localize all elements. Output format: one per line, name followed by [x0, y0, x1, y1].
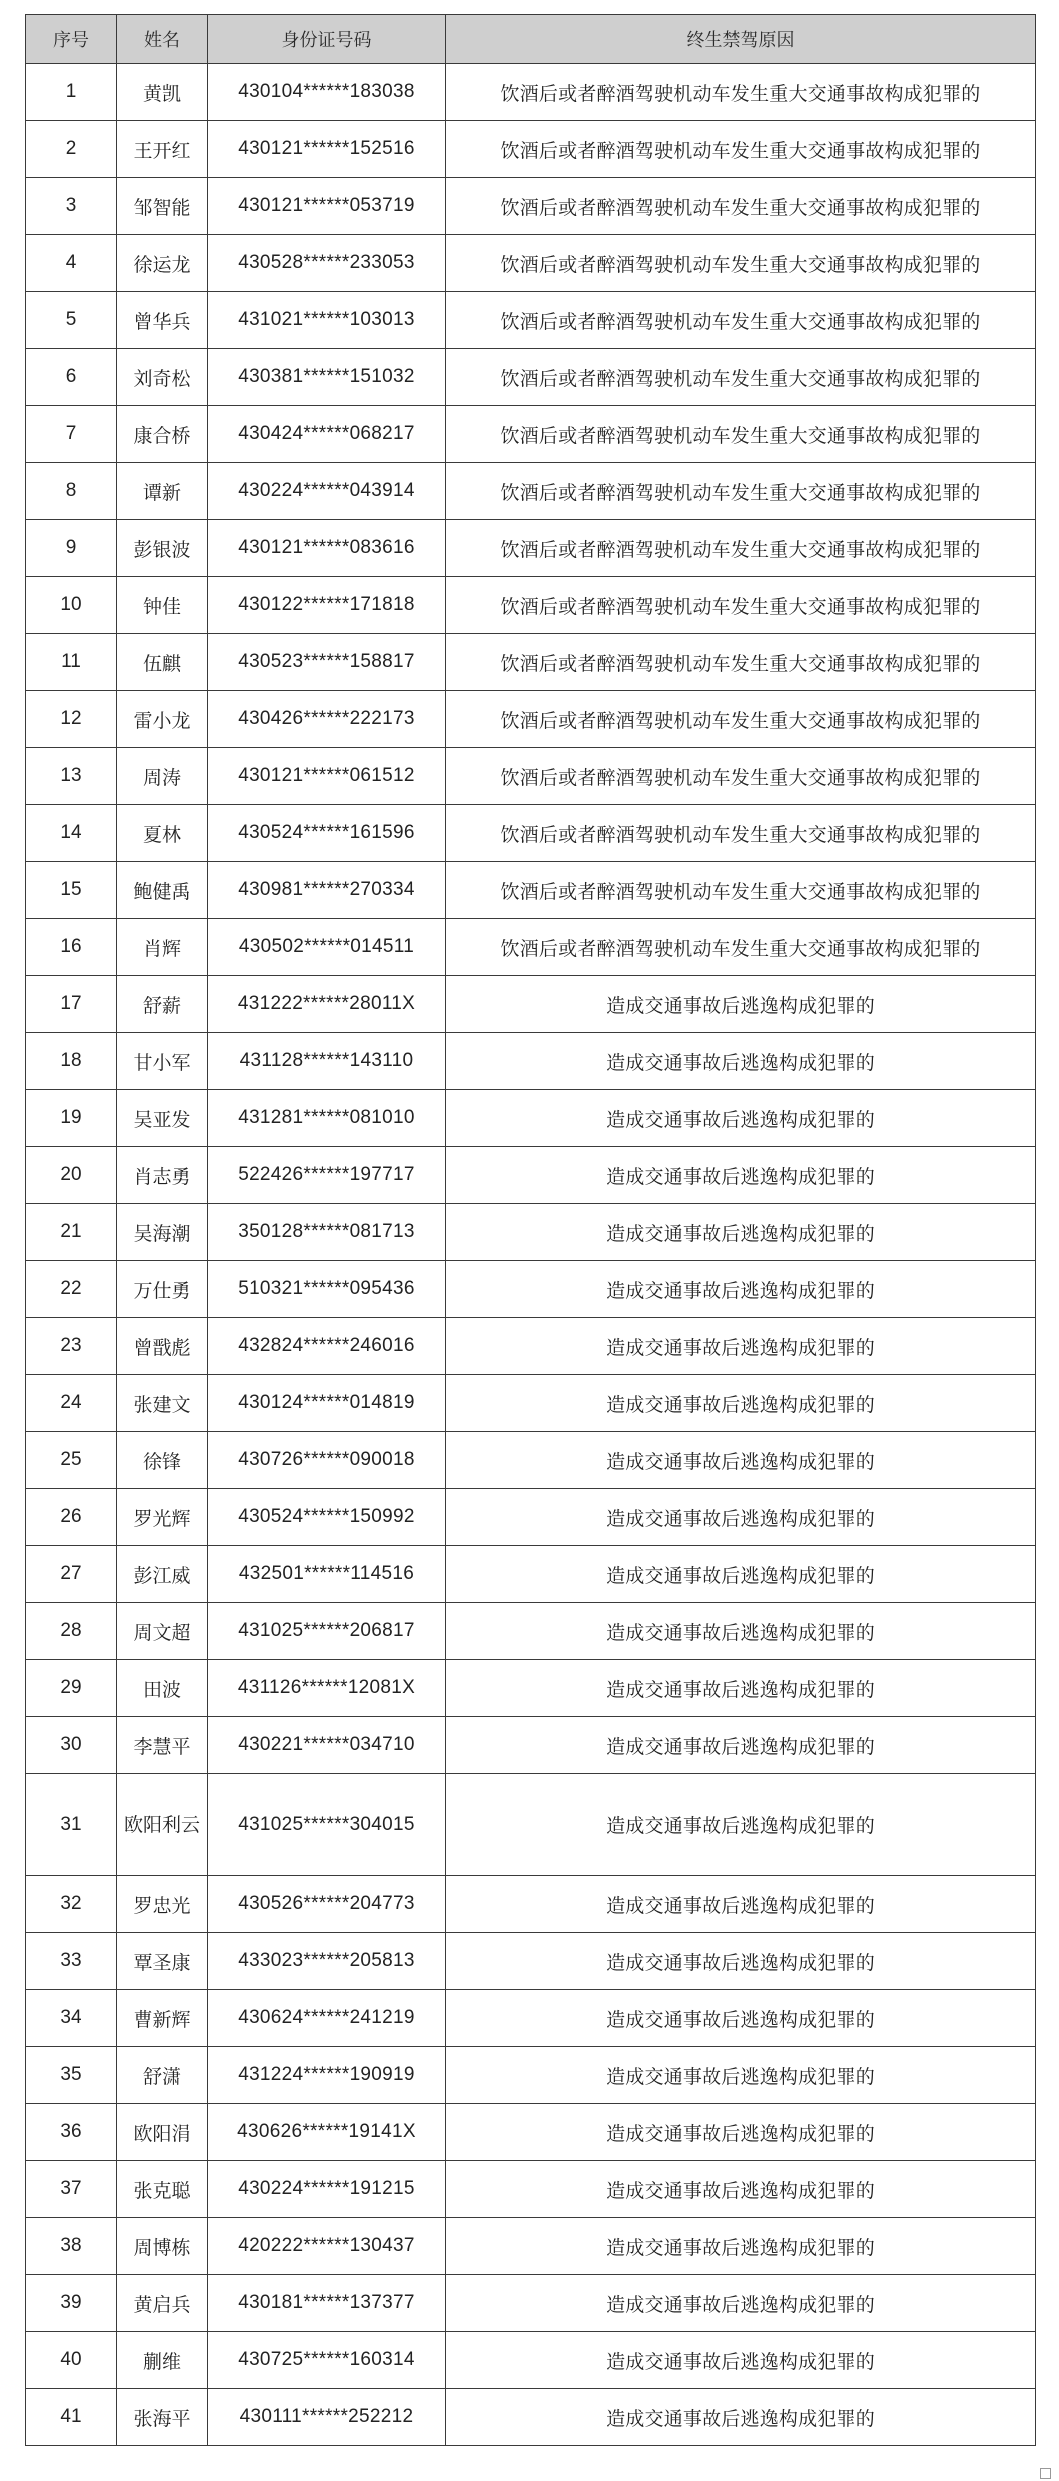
- cell-ban-reason: 造成交通事故后逃逸构成犯罪的: [446, 1033, 1036, 1090]
- table-row: [26, 2218, 1036, 2275]
- cell-ban-reason: 造成交通事故后逃逸构成犯罪的: [446, 1546, 1036, 1603]
- table-row: [26, 1375, 1036, 1432]
- cell-ban-reason: 造成交通事故后逃逸构成犯罪的: [446, 1432, 1036, 1489]
- cell-serial-number: 32: [26, 1876, 117, 1933]
- cell-ban-reason: 饮酒后或者醉酒驾驶机动车发生重大交通事故构成犯罪的: [446, 748, 1036, 805]
- cell-id-number: 431224******190919: [208, 2047, 446, 2104]
- table-row: [26, 1318, 1036, 1375]
- cell-id-number: 430111******252212: [208, 2389, 446, 2446]
- table-row: [26, 577, 1036, 634]
- cell-name: 康合桥: [117, 406, 208, 463]
- cell-id-number: 430502******014511: [208, 919, 446, 976]
- table-row: [26, 634, 1036, 691]
- cell-name: 刘奇松: [117, 349, 208, 406]
- cell-serial-number: 27: [26, 1546, 117, 1603]
- cell-serial-number: 8: [26, 463, 117, 520]
- cell-serial-number: 14: [26, 805, 117, 862]
- table-row: [26, 1090, 1036, 1147]
- cell-name: 黄启兵: [117, 2275, 208, 2332]
- cell-id-number: 430104******183038: [208, 64, 446, 121]
- cell-name: 彭银波: [117, 520, 208, 577]
- cell-serial-number: 35: [26, 2047, 117, 2104]
- cell-ban-reason: 造成交通事故后逃逸构成犯罪的: [446, 2047, 1036, 2104]
- cell-serial-number: 28: [26, 1603, 117, 1660]
- cell-id-number: 431281******081010: [208, 1090, 446, 1147]
- cell-serial-number: 15: [26, 862, 117, 919]
- table-row: [26, 1603, 1036, 1660]
- cell-name: 舒潇: [117, 2047, 208, 2104]
- cell-name: 李慧平: [117, 1717, 208, 1774]
- cell-id-number: 430526******204773: [208, 1876, 446, 1933]
- cell-name: 雷小龙: [117, 691, 208, 748]
- table-row: [26, 1933, 1036, 1990]
- cell-id-number: 430121******083616: [208, 520, 446, 577]
- cell-name: 万仕勇: [117, 1261, 208, 1318]
- cell-serial-number: 30: [26, 1717, 117, 1774]
- cell-name: 伍麒: [117, 634, 208, 691]
- cell-id-number: 430524******150992: [208, 1489, 446, 1546]
- cell-name: 钟佳: [117, 577, 208, 634]
- table-row: [26, 1204, 1036, 1261]
- cell-id-number: 430981******270334: [208, 862, 446, 919]
- cell-ban-reason: 饮酒后或者醉酒驾驶机动车发生重大交通事故构成犯罪的: [446, 577, 1036, 634]
- cell-serial-number: 23: [26, 1318, 117, 1375]
- table-row: [26, 1717, 1036, 1774]
- cell-ban-reason: 造成交通事故后逃逸构成犯罪的: [446, 1717, 1036, 1774]
- cell-id-number: 430426******222173: [208, 691, 446, 748]
- cell-id-number: 430424******068217: [208, 406, 446, 463]
- table-row: [26, 349, 1036, 406]
- cell-ban-reason: 造成交通事故后逃逸构成犯罪的: [446, 2218, 1036, 2275]
- cell-name: 周文超: [117, 1603, 208, 1660]
- cell-serial-number: 38: [26, 2218, 117, 2275]
- cell-name: 吴海潮: [117, 1204, 208, 1261]
- cell-ban-reason: 造成交通事故后逃逸构成犯罪的: [446, 1603, 1036, 1660]
- cell-name: 周博栋: [117, 2218, 208, 2275]
- cell-id-number: 431222******28011X: [208, 976, 446, 1033]
- cell-ban-reason: 饮酒后或者醉酒驾驶机动车发生重大交通事故构成犯罪的: [446, 862, 1036, 919]
- table-row: [26, 1990, 1036, 2047]
- cell-serial-number: 25: [26, 1432, 117, 1489]
- table-row: [26, 1261, 1036, 1318]
- cell-name: 蒯维: [117, 2332, 208, 2389]
- cell-name: 欧阳涓: [117, 2104, 208, 2161]
- table-row: [26, 2047, 1036, 2104]
- cell-serial-number: 41: [26, 2389, 117, 2446]
- cell-id-number: 430224******043914: [208, 463, 446, 520]
- cell-id-number: 433023******205813: [208, 1933, 446, 1990]
- header-name: 姓名: [117, 15, 208, 64]
- cell-serial-number: 36: [26, 2104, 117, 2161]
- cell-ban-reason: 饮酒后或者醉酒驾驶机动车发生重大交通事故构成犯罪的: [446, 919, 1036, 976]
- cell-id-number: 430122******171818: [208, 577, 446, 634]
- cell-name: 肖志勇: [117, 1147, 208, 1204]
- cell-serial-number: 12: [26, 691, 117, 748]
- cell-ban-reason: 造成交通事故后逃逸构成犯罪的: [446, 2275, 1036, 2332]
- cell-serial-number: 26: [26, 1489, 117, 1546]
- cell-ban-reason: 造成交通事故后逃逸构成犯罪的: [446, 1147, 1036, 1204]
- cell-serial-number: 16: [26, 919, 117, 976]
- cell-name: 曾戬彪: [117, 1318, 208, 1375]
- cell-id-number: 431021******103013: [208, 292, 446, 349]
- header-ban-reason: 终生禁驾原因: [446, 15, 1036, 64]
- table-row: [26, 2275, 1036, 2332]
- cell-serial-number: 29: [26, 1660, 117, 1717]
- table-row: [26, 862, 1036, 919]
- cell-id-number: 430181******137377: [208, 2275, 446, 2332]
- cell-serial-number: 9: [26, 520, 117, 577]
- cell-id-number: 430381******151032: [208, 349, 446, 406]
- table-row: [26, 121, 1036, 178]
- page-corner-mark: [1040, 2468, 1051, 2479]
- cell-serial-number: 1: [26, 64, 117, 121]
- table-row: [26, 1660, 1036, 1717]
- cell-id-number: 432501******114516: [208, 1546, 446, 1603]
- cell-ban-reason: 饮酒后或者醉酒驾驶机动车发生重大交通事故构成犯罪的: [446, 520, 1036, 577]
- cell-serial-number: 39: [26, 2275, 117, 2332]
- cell-id-number: 431025******304015: [208, 1774, 446, 1876]
- cell-name-text: 欧阳利云: [123, 1813, 200, 1836]
- cell-ban-reason: 饮酒后或者醉酒驾驶机动车发生重大交通事故构成犯罪的: [446, 121, 1036, 178]
- table-row: [26, 919, 1036, 976]
- cell-serial-number: 6: [26, 349, 117, 406]
- cell-id-number: 430121******053719: [208, 178, 446, 235]
- table-row: [26, 976, 1036, 1033]
- cell-ban-reason: 饮酒后或者醉酒驾驶机动车发生重大交通事故构成犯罪的: [446, 178, 1036, 235]
- cell-serial-number: 13: [26, 748, 117, 805]
- cell-ban-reason: 饮酒后或者醉酒驾驶机动车发生重大交通事故构成犯罪的: [446, 349, 1036, 406]
- cell-name: 张建文: [117, 1375, 208, 1432]
- cell-name: 曾华兵: [117, 292, 208, 349]
- cell-name: 徐运龙: [117, 235, 208, 292]
- cell-serial-number: 18: [26, 1033, 117, 1090]
- table-row: [26, 2389, 1036, 2446]
- cell-ban-reason: 饮酒后或者醉酒驾驶机动车发生重大交通事故构成犯罪的: [446, 235, 1036, 292]
- table-row: [26, 2161, 1036, 2218]
- table-header: [26, 15, 1036, 64]
- cell-name: 罗光辉: [117, 1489, 208, 1546]
- cell-id-number: 431025******206817: [208, 1603, 446, 1660]
- cell-serial-number: 34: [26, 1990, 117, 2047]
- table-row: [26, 2332, 1036, 2389]
- cell-name: 曹新辉: [117, 1990, 208, 2047]
- cell-ban-reason: 造成交通事故后逃逸构成犯罪的: [446, 1933, 1036, 1990]
- table-row: [26, 748, 1036, 805]
- cell-ban-reason: 造成交通事故后逃逸构成犯罪的: [446, 2389, 1036, 2446]
- cell-serial-number: 24: [26, 1375, 117, 1432]
- table-row: [26, 2104, 1036, 2161]
- cell-name: 肖辉: [117, 919, 208, 976]
- cell-id-number: 432824******246016: [208, 1318, 446, 1375]
- table-row: [26, 520, 1036, 577]
- cell-id-number: 350128******081713: [208, 1204, 446, 1261]
- cell-name: 罗忠光: [117, 1876, 208, 1933]
- table-row: [26, 235, 1036, 292]
- cell-ban-reason: 饮酒后或者醉酒驾驶机动车发生重大交通事故构成犯罪的: [446, 691, 1036, 748]
- cell-serial-number: 3: [26, 178, 117, 235]
- cell-name: 周涛: [117, 748, 208, 805]
- cell-serial-number: 22: [26, 1261, 117, 1318]
- cell-ban-reason: 饮酒后或者醉酒驾驶机动车发生重大交通事故构成犯罪的: [446, 805, 1036, 862]
- cell-ban-reason: 造成交通事故后逃逸构成犯罪的: [446, 1660, 1036, 1717]
- cell-ban-reason: 造成交通事故后逃逸构成犯罪的: [446, 1204, 1036, 1261]
- cell-ban-reason: 饮酒后或者醉酒驾驶机动车发生重大交通事故构成犯罪的: [446, 406, 1036, 463]
- cell-name: [117, 1774, 208, 1876]
- cell-ban-reason: 造成交通事故后逃逸构成犯罪的: [446, 2161, 1036, 2218]
- cell-serial-number: 31: [26, 1774, 117, 1876]
- cell-id-number: 430121******061512: [208, 748, 446, 805]
- table-row: [26, 463, 1036, 520]
- cell-ban-reason: 造成交通事故后逃逸构成犯罪的: [446, 2104, 1036, 2161]
- cell-ban-reason: 饮酒后或者醉酒驾驶机动车发生重大交通事故构成犯罪的: [446, 463, 1036, 520]
- cell-id-number: 430221******034710: [208, 1717, 446, 1774]
- cell-serial-number: 40: [26, 2332, 117, 2389]
- cell-name: 舒薪: [117, 976, 208, 1033]
- cell-ban-reason: 饮酒后或者醉酒驾驶机动车发生重大交通事故构成犯罪的: [446, 292, 1036, 349]
- cell-serial-number: 20: [26, 1147, 117, 1204]
- cell-id-number: 430624******241219: [208, 1990, 446, 2047]
- cell-id-number: 430523******158817: [208, 634, 446, 691]
- cell-name: 甘小军: [117, 1033, 208, 1090]
- cell-id-number: 522426******197717: [208, 1147, 446, 1204]
- table-row: [26, 1876, 1036, 1933]
- cell-name: 王开红: [117, 121, 208, 178]
- cell-id-number: 430528******233053: [208, 235, 446, 292]
- table-row: [26, 1489, 1036, 1546]
- cell-id-number: 420222******130437: [208, 2218, 446, 2275]
- cell-name: 谭新: [117, 463, 208, 520]
- table-row: [26, 64, 1036, 121]
- cell-name: 覃圣康: [117, 1933, 208, 1990]
- cell-serial-number: 4: [26, 235, 117, 292]
- table-row: [26, 691, 1036, 748]
- cell-name: 黄凯: [117, 64, 208, 121]
- cell-serial-number: 2: [26, 121, 117, 178]
- cell-ban-reason: 造成交通事故后逃逸构成犯罪的: [446, 1876, 1036, 1933]
- table-row: [26, 1033, 1036, 1090]
- header-row: [26, 15, 1036, 64]
- cell-serial-number: 17: [26, 976, 117, 1033]
- cell-id-number: 430224******191215: [208, 2161, 446, 2218]
- table-row: [26, 292, 1036, 349]
- table-row: [26, 178, 1036, 235]
- cell-ban-reason: 造成交通事故后逃逸构成犯罪的: [446, 1489, 1036, 1546]
- cell-name: 夏林: [117, 805, 208, 862]
- cell-id-number: 431128******143110: [208, 1033, 446, 1090]
- cell-serial-number: 33: [26, 1933, 117, 1990]
- cell-id-number: 430725******160314: [208, 2332, 446, 2389]
- cell-name: 张克聪: [117, 2161, 208, 2218]
- cell-name: 鲍健禹: [117, 862, 208, 919]
- table-row: [26, 805, 1036, 862]
- table-row: [26, 1546, 1036, 1603]
- cell-name: 吴亚发: [117, 1090, 208, 1147]
- cell-serial-number: 19: [26, 1090, 117, 1147]
- cell-serial-number: 37: [26, 2161, 117, 2218]
- header-id-number: 身份证号码: [208, 15, 446, 64]
- lifetime-driving-ban-table: [25, 14, 1036, 2446]
- cell-serial-number: 7: [26, 406, 117, 463]
- cell-ban-reason: 造成交通事故后逃逸构成犯罪的: [446, 976, 1036, 1033]
- cell-ban-reason: 造成交通事故后逃逸构成犯罪的: [446, 1990, 1036, 2047]
- cell-ban-reason: 造成交通事故后逃逸构成犯罪的: [446, 1318, 1036, 1375]
- table-row: [26, 1774, 1036, 1876]
- cell-id-number: 430726******090018: [208, 1432, 446, 1489]
- table-row: [26, 1147, 1036, 1204]
- cell-serial-number: 10: [26, 577, 117, 634]
- cell-ban-reason: 造成交通事故后逃逸构成犯罪的: [446, 1090, 1036, 1147]
- cell-ban-reason: 造成交通事故后逃逸构成犯罪的: [446, 2332, 1036, 2389]
- cell-name: 田波: [117, 1660, 208, 1717]
- cell-ban-reason: 造成交通事故后逃逸构成犯罪的: [446, 1375, 1036, 1432]
- cell-name: 徐锋: [117, 1432, 208, 1489]
- cell-id-number: 430524******161596: [208, 805, 446, 862]
- cell-serial-number: 21: [26, 1204, 117, 1261]
- cell-id-number: 430124******014819: [208, 1375, 446, 1432]
- cell-name: 邹智能: [117, 178, 208, 235]
- cell-name: 彭江威: [117, 1546, 208, 1603]
- header-serial-number: 序号: [26, 15, 117, 64]
- cell-serial-number: 11: [26, 634, 117, 691]
- cell-ban-reason: 饮酒后或者醉酒驾驶机动车发生重大交通事故构成犯罪的: [446, 634, 1036, 691]
- cell-ban-reason: 造成交通事故后逃逸构成犯罪的: [446, 1774, 1036, 1876]
- cell-serial-number: 5: [26, 292, 117, 349]
- table-row: [26, 406, 1036, 463]
- cell-id-number: 510321******095436: [208, 1261, 446, 1318]
- cell-id-number: 430626******19141X: [208, 2104, 446, 2161]
- cell-name: 张海平: [117, 2389, 208, 2446]
- cell-id-number: 430121******152516: [208, 121, 446, 178]
- cell-id-number: 431126******12081X: [208, 1660, 446, 1717]
- cell-ban-reason: 饮酒后或者醉酒驾驶机动车发生重大交通事故构成犯罪的: [446, 64, 1036, 121]
- table-row: [26, 1432, 1036, 1489]
- table-body: [26, 64, 1036, 2446]
- cell-ban-reason: 造成交通事故后逃逸构成犯罪的: [446, 1261, 1036, 1318]
